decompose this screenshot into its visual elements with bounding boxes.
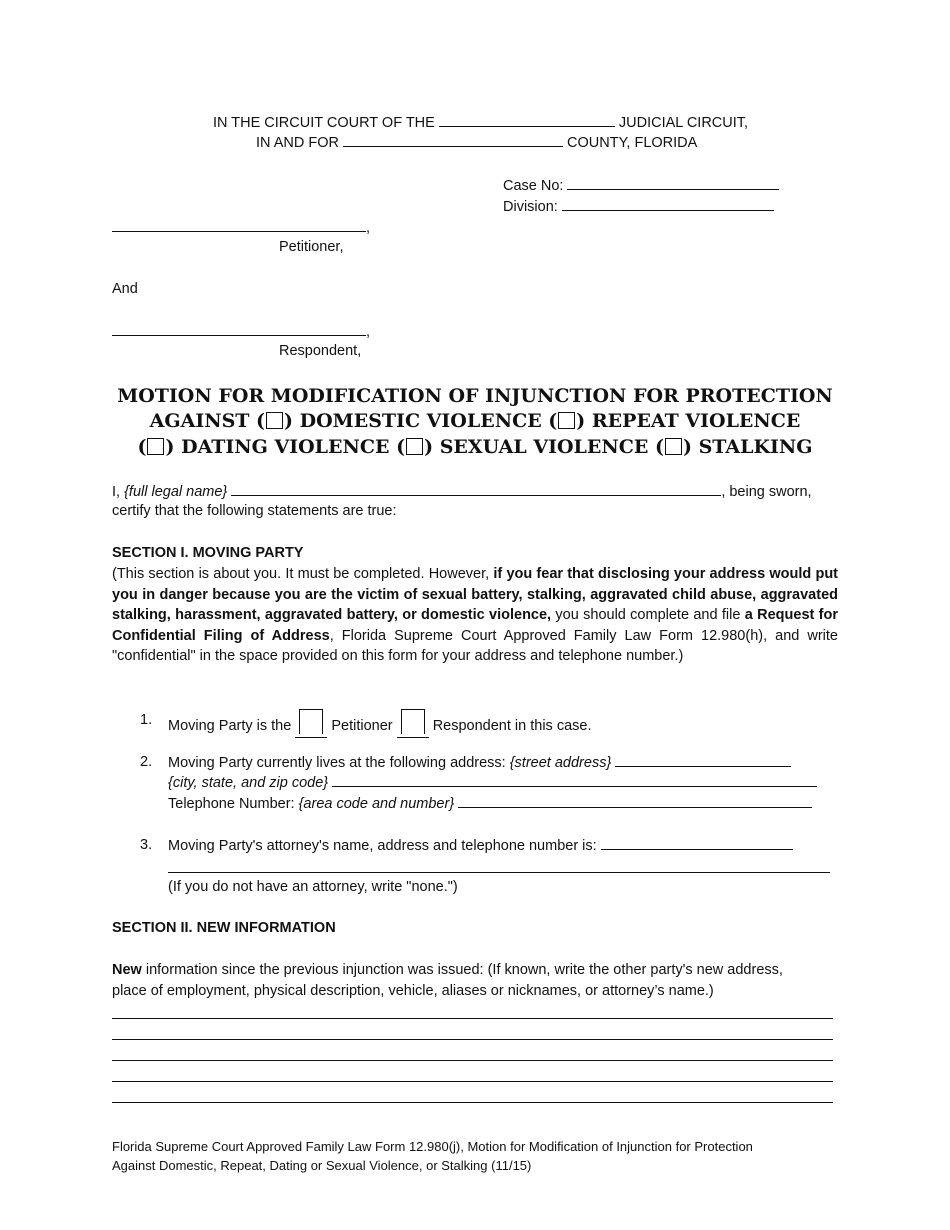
section2-heading: SECTION II. NEW INFORMATION — [112, 920, 336, 936]
certify-line: certify that the following statements are true: — [112, 503, 397, 519]
new-info-answer-line[interactable] — [112, 1081, 833, 1082]
item1-number: 1. — [140, 712, 153, 728]
petitioner-line: , — [112, 218, 370, 237]
telephone-line: Telephone Number: {area code and number} — [168, 794, 812, 813]
form-title-line2: AGAINST ( ) DOMESTIC VIOLENCE ( ) REPEAT VIOLENCE — [149, 410, 801, 432]
case-no-field[interactable] — [567, 176, 779, 190]
attorney-line: Moving Party's attorney's name, address and telephone number is: — [168, 836, 793, 855]
petitioner-label: Petitioner, — [279, 239, 344, 255]
section1-heading: SECTION I. MOVING PARTY — [112, 545, 304, 561]
form-title-line3: ( ) DATING VIOLENCE ( ) SEXUAL VIOLENCE ( ) STALKING — [137, 436, 813, 458]
new-info-answer-line[interactable] — [112, 1102, 833, 1103]
form-footer: Florida Supreme Court Approved Family Law Form 12.980(j), Motion for Modification of Injunction for Protection Against Domestic, Repeat, Dating or Sexual Violence, or Stalking (11/15) — [112, 1139, 753, 1173]
court-line: IN THE CIRCUIT COURT OF THE JUDICIAL CIRCUIT, — [213, 115, 749, 131]
item2-number: 2. — [140, 754, 153, 770]
petitioner-name-field[interactable] — [112, 218, 366, 232]
moving-party-line: Moving Party is the Petitioner Respondent in this case. — [168, 709, 592, 738]
city-state-zip-field[interactable] — [332, 773, 817, 787]
new-info-answer-line[interactable] — [112, 1018, 833, 1019]
judicial-circuit-field[interactable] — [439, 113, 615, 127]
form-title-line1: MOTION FOR MODIFICATION OF INJUNCTION FOR PROTECTION — [117, 385, 833, 407]
attorney-note: (If you do not have an attorney, write "none.") — [168, 879, 458, 895]
and-label: And — [112, 281, 138, 297]
city-state-zip-line: {city, state, and zip code} — [168, 773, 817, 792]
county-field[interactable] — [343, 133, 563, 147]
respondent-line: , — [112, 322, 370, 341]
repeat-violence-checkbox[interactable] — [558, 412, 575, 429]
case-no-line: Case No: — [503, 176, 779, 195]
respondent-name-field[interactable] — [112, 322, 366, 336]
section1-instructions: (This section is about you. It must be completed. However, if you fear that disclosing your address would put you in danger because you are the victim of sexual battery, stalking, aggravated child abuse, aggravated stalking, harassment, aggravated battery, or domestic violence, you should complete and file a Request for Confidential Filing of Address, Florida Supreme Court Approved Family Law Form 12.980(h), and write "confidential" in the space provided on this form for your address and telephone number.) — [112, 566, 838, 664]
attorney-field[interactable] — [601, 836, 793, 850]
telephone-field[interactable] — [458, 794, 812, 808]
domestic-violence-checkbox[interactable] — [266, 412, 283, 429]
new-info-line1: New information since the previous injunction was issued: (If known, write the other party's new address, — [112, 962, 783, 978]
new-info-line2: place of employment, physical description, vehicle, aliases or nicknames, or attorney’s name.) — [112, 983, 714, 999]
dating-violence-checkbox[interactable] — [147, 438, 164, 455]
stalking-checkbox[interactable] — [665, 438, 682, 455]
division-line: Division: — [503, 197, 774, 216]
new-info-answer-line[interactable] — [112, 1060, 833, 1061]
petitioner-checkbox[interactable] — [299, 709, 323, 734]
division-field[interactable] — [562, 197, 774, 211]
attorney-field-continued[interactable] — [168, 858, 830, 873]
item3-number: 3. — [140, 837, 153, 853]
sworn-line: I, {full legal name} , being sworn, — [112, 484, 812, 500]
address-line: Moving Party currently lives at the following address: {street address} — [168, 753, 791, 772]
full-legal-name-field[interactable] — [231, 482, 721, 496]
respondent-checkbox[interactable] — [401, 709, 425, 734]
new-info-answer-line[interactable] — [112, 1039, 833, 1040]
street-address-field[interactable] — [615, 753, 791, 767]
county-line: IN AND FOR COUNTY, FLORIDA — [256, 135, 698, 151]
sexual-violence-checkbox[interactable] — [406, 438, 423, 455]
respondent-label: Respondent, — [279, 343, 362, 359]
